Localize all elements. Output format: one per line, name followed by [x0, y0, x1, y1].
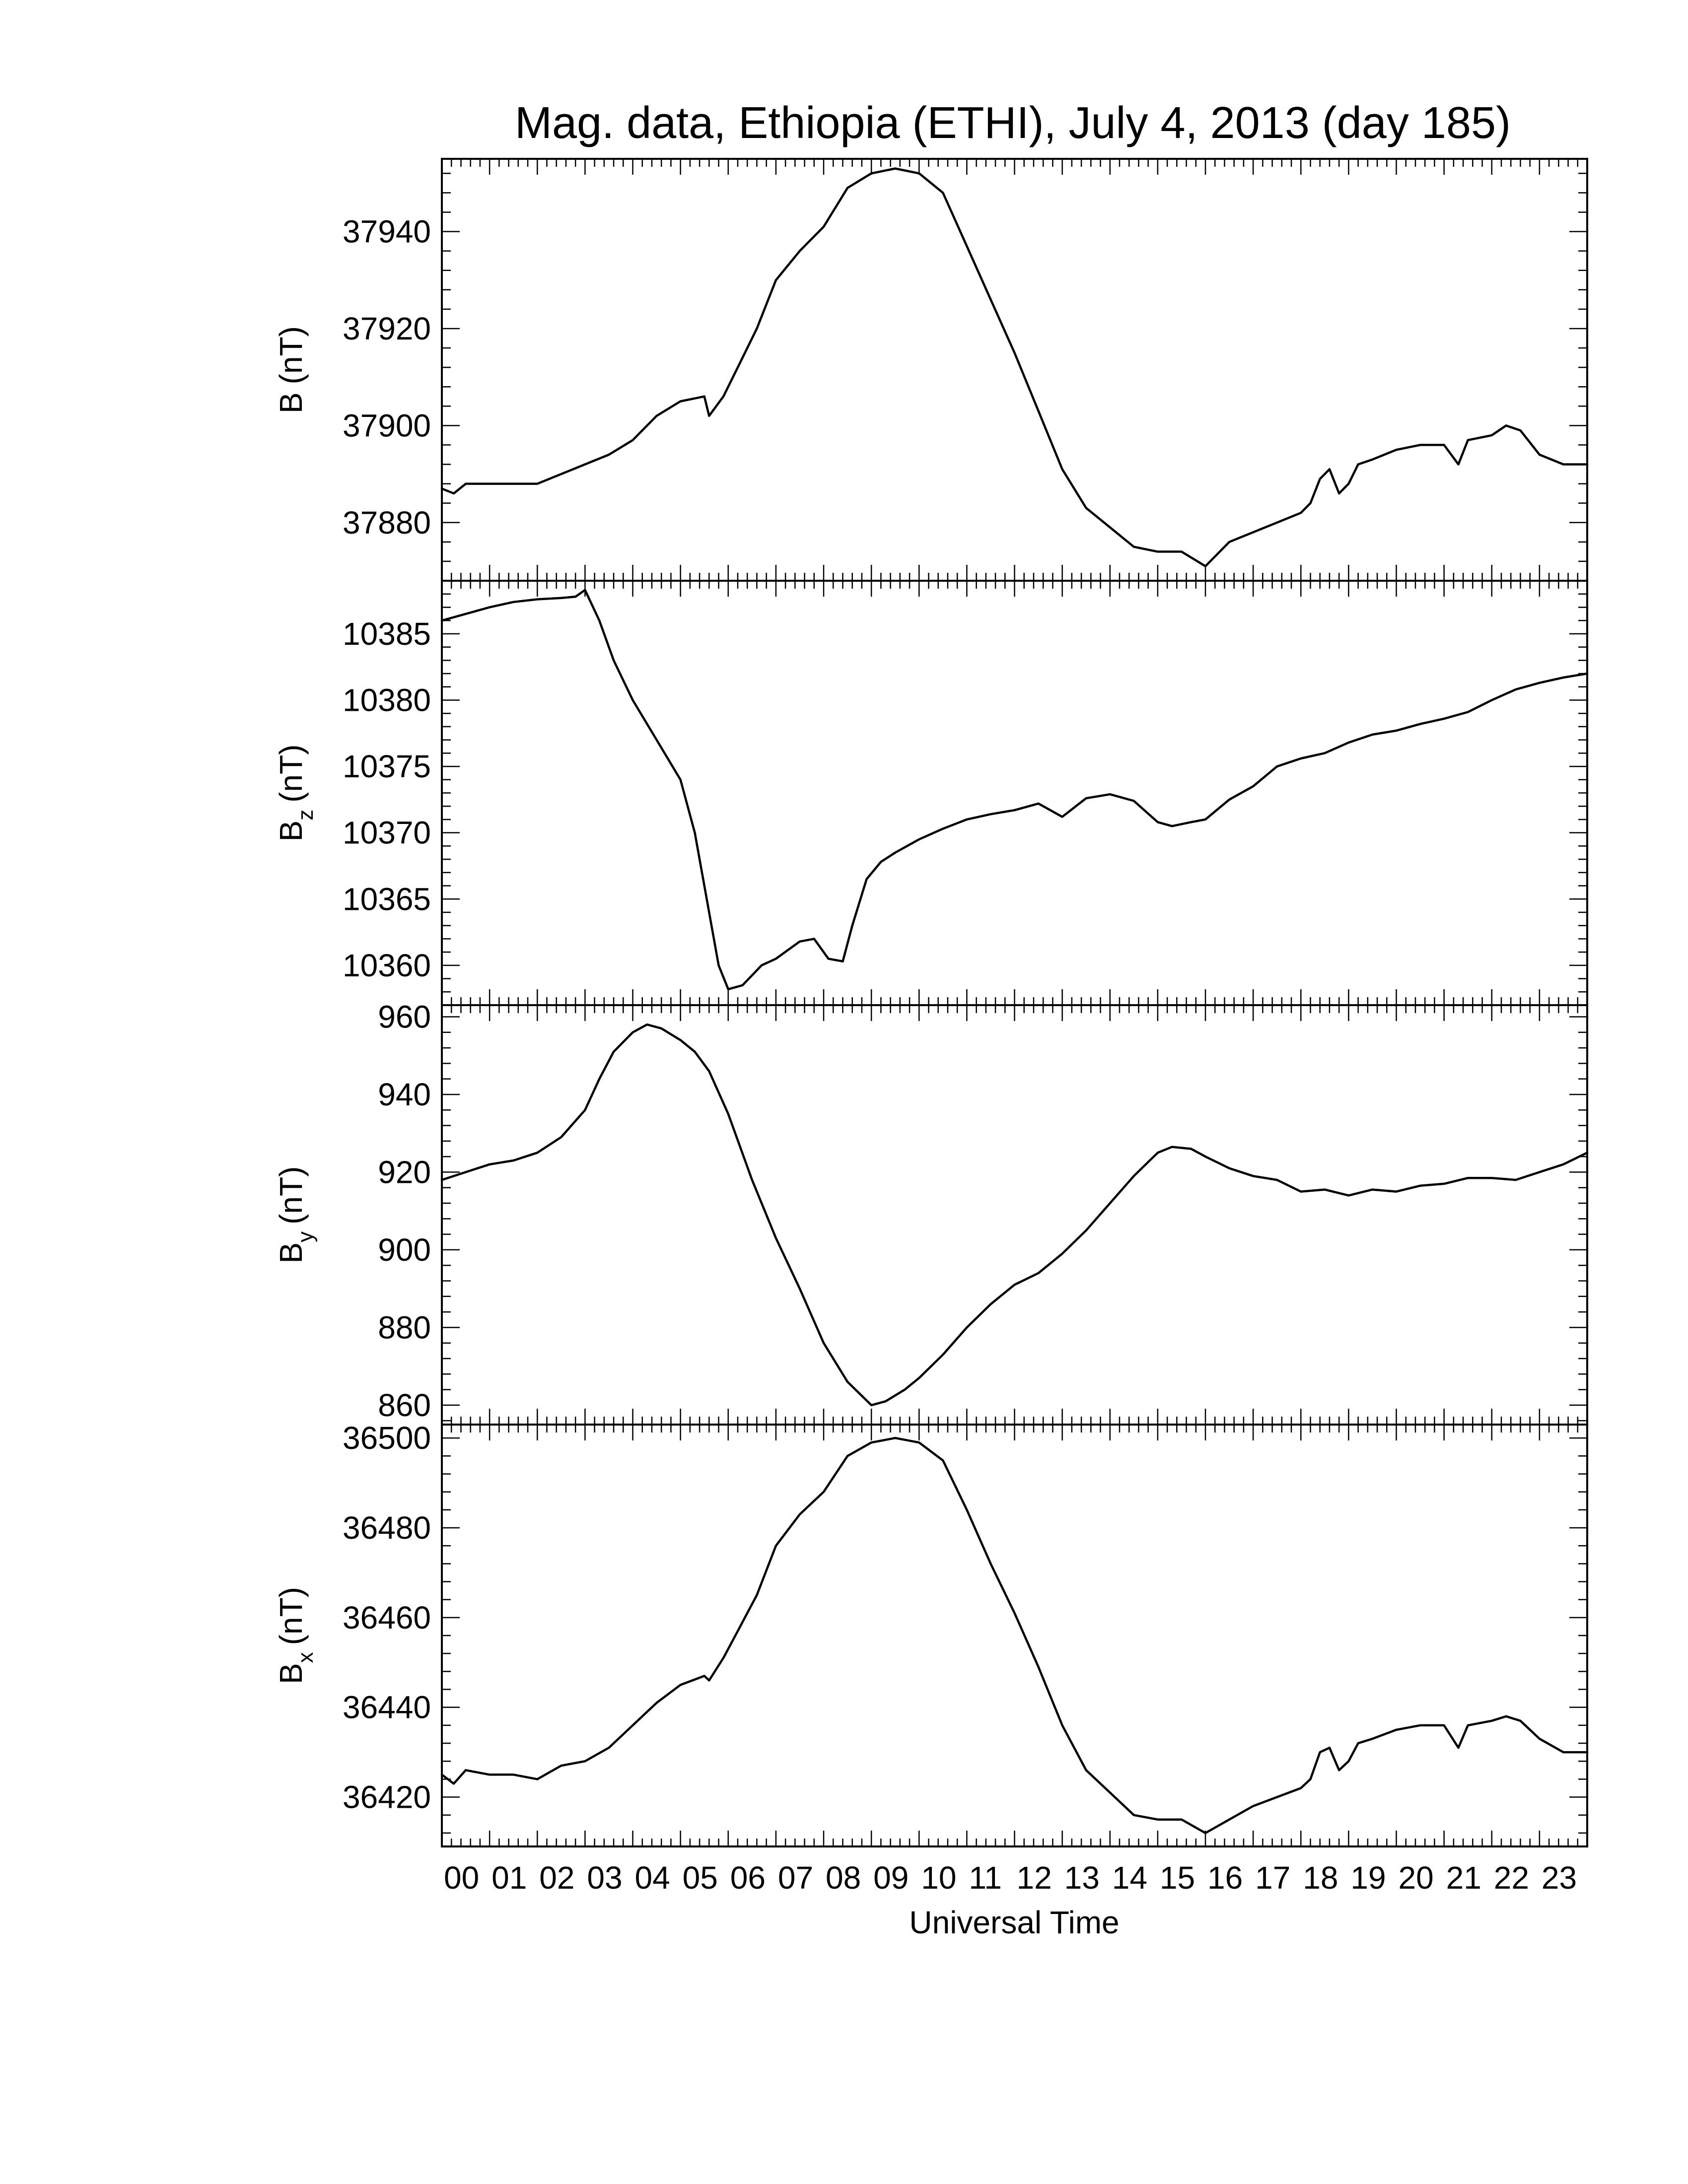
y-axis-label	[273, 1587, 318, 1684]
x-tick-label: 22	[1493, 1860, 1529, 1896]
x-tick-label: 07	[777, 1860, 814, 1896]
y-tick-label: 36420	[343, 1779, 431, 1815]
x-tick-label: 09	[873, 1860, 909, 1896]
y-tick-label: 860	[378, 1387, 431, 1423]
y-tick-label: 10375	[343, 749, 431, 785]
series-line-By	[442, 1024, 1587, 1405]
panel-frame	[442, 581, 1587, 1005]
y-tick-label: 920	[378, 1154, 431, 1190]
x-tick-label: 16	[1207, 1860, 1243, 1896]
panel-Bx	[273, 1420, 1587, 1846]
chart-title: Mag. data, Ethiopia (ETHI), July 4, 2013 (day 185)	[514, 98, 1511, 148]
panel-frame	[442, 1005, 1587, 1425]
y-tick-label: 960	[378, 999, 431, 1035]
x-tick-label: 01	[492, 1860, 527, 1896]
series-line-B	[442, 169, 1587, 566]
series-line-Bx	[442, 1438, 1587, 1833]
y-tick-label: 10360	[343, 947, 431, 983]
series-line-Bz	[442, 590, 1587, 989]
y-tick-label: 37940	[343, 213, 431, 250]
y-axis-label-unit: (nT)	[273, 1587, 309, 1645]
y-axis-label-unit: (nT)	[273, 1166, 309, 1225]
x-tick-label: 23	[1541, 1860, 1577, 1896]
panel-frame	[442, 159, 1587, 581]
y-axis-label	[273, 745, 318, 842]
x-tick-label: 00	[444, 1860, 480, 1896]
x-tick-label: 04	[634, 1860, 670, 1896]
x-tick-label: 10	[921, 1860, 957, 1896]
x-tick-label: 18	[1303, 1860, 1338, 1896]
x-tick-label: 08	[826, 1860, 861, 1896]
y-tick-label: 940	[378, 1076, 431, 1112]
x-tick-label: 02	[539, 1860, 575, 1896]
x-axis	[444, 1860, 1577, 1896]
x-tick-label: 05	[682, 1860, 718, 1896]
y-tick-label: 900	[378, 1231, 431, 1268]
y-axis-label-sub: z	[293, 809, 318, 820]
y-tick-label: 10385	[343, 615, 431, 652]
y-axis-label-main: B	[273, 1663, 309, 1684]
y-tick-label: 36440	[343, 1689, 431, 1725]
panel-By	[273, 999, 1587, 1425]
panel-frame	[442, 1425, 1587, 1846]
panel-B	[273, 159, 1587, 581]
x-tick-label: 20	[1398, 1860, 1434, 1896]
x-tick-label: 11	[969, 1860, 1002, 1896]
y-tick-label: 36460	[343, 1599, 431, 1636]
y-tick-label: 37900	[343, 408, 431, 444]
x-axis-label: Universal Time	[909, 1905, 1120, 1940]
x-tick-label: 14	[1112, 1860, 1147, 1896]
y-axis-label-main: B	[273, 820, 309, 842]
x-tick-label: 03	[587, 1860, 623, 1896]
y-axis-label	[273, 1166, 318, 1264]
x-tick-label: 12	[1016, 1860, 1052, 1896]
y-axis-label	[273, 326, 309, 413]
y-tick-label: 10365	[343, 881, 431, 917]
panels	[273, 159, 1587, 1846]
x-tick-label: 17	[1255, 1860, 1291, 1896]
y-tick-label: 10370	[343, 815, 431, 851]
x-tick-label: 19	[1350, 1860, 1386, 1896]
y-axis-label-unit: (nT)	[273, 744, 309, 803]
y-tick-label: 880	[378, 1309, 431, 1346]
y-tick-label: 36480	[343, 1509, 431, 1546]
y-axis-label-unit: (nT)	[273, 326, 309, 385]
y-axis-label-main: B	[273, 1242, 309, 1264]
x-tick-label: 15	[1159, 1860, 1196, 1896]
x-tick-label: 13	[1064, 1860, 1100, 1896]
y-axis-label-sub: y	[293, 1231, 318, 1242]
panel-Bz	[273, 581, 1587, 1005]
y-tick-label: 37880	[343, 504, 431, 541]
y-tick-label: 10380	[343, 682, 431, 718]
y-axis-label-main: B	[273, 392, 309, 413]
y-axis-label-sub: x	[293, 1652, 318, 1663]
y-tick-label: 36500	[343, 1420, 431, 1456]
x-tick-label: 21	[1446, 1860, 1481, 1896]
x-tick-label: 06	[730, 1860, 766, 1896]
y-tick-label: 37920	[343, 310, 431, 346]
